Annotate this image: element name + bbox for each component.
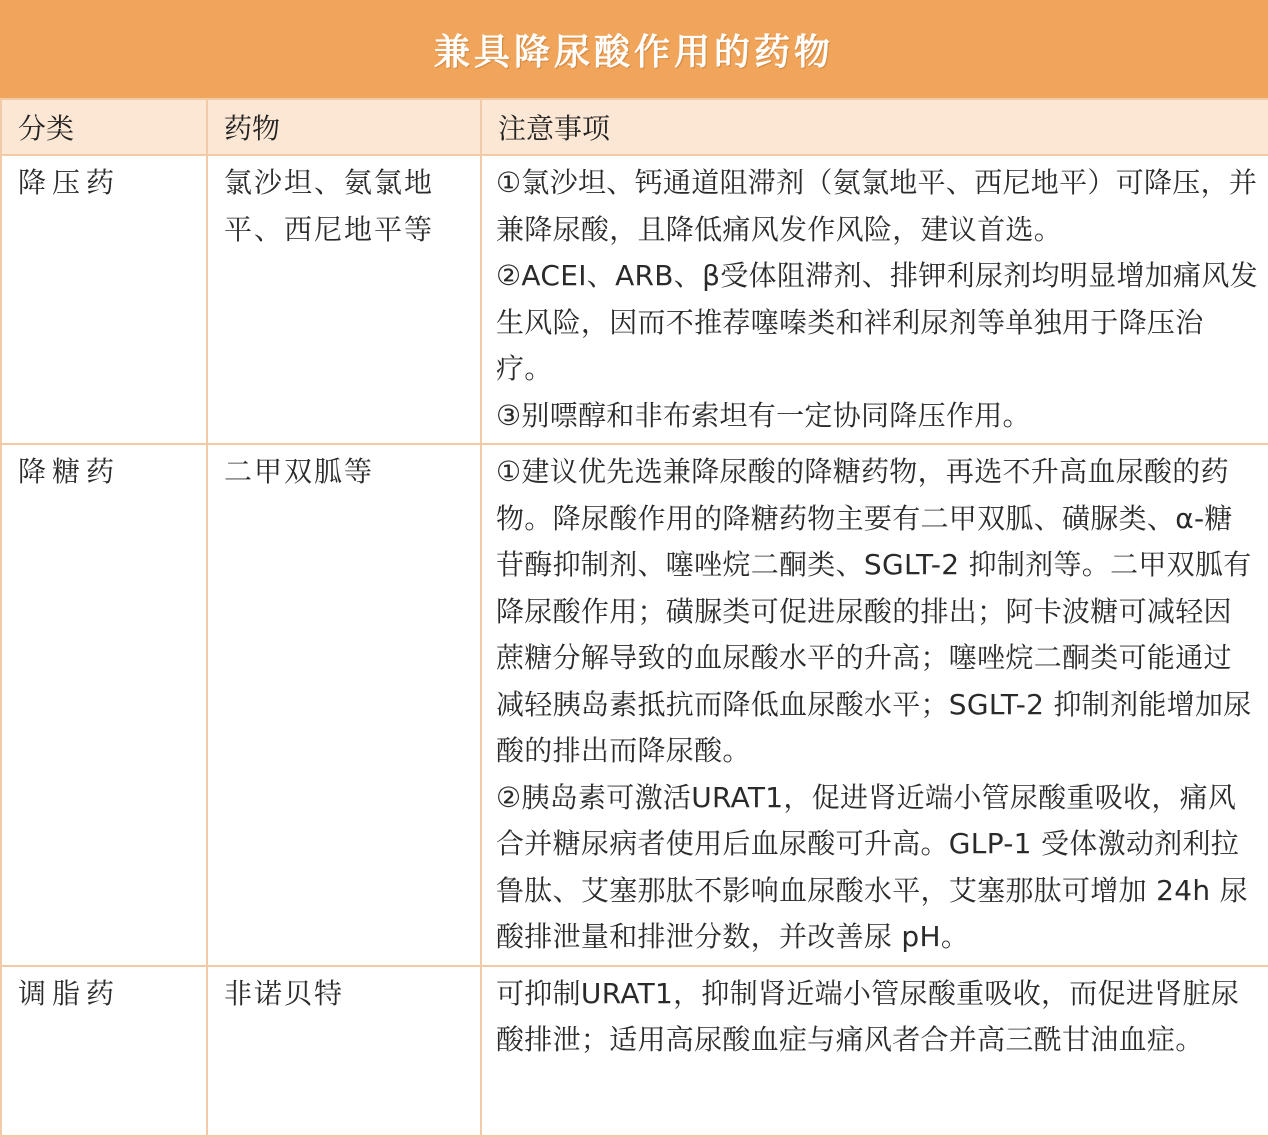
notes-cell <box>481 444 1268 966</box>
category-cell: 调脂药 <box>1 966 207 1136</box>
note-paragraph: ①建议优先选兼降尿酸的降糖药物，再选不升高血尿酸的药物。降尿酸作用的降糖药物主要有二甲双胍、磺脲类、α-糖苷酶抑制剂、噻唑烷二酮类、SGLT-2 抑制剂等。二甲双胍有降尿酸作用；磺脲类可促进尿酸的排出；阿卡波糖可减轻因蔗糖分解导致的血尿酸水平的升高；噻唑烷二酮类可能通过减轻胰岛素抵抗而降低血尿酸水平；SGLT-2 抑制剂能增加尿酸的排出而降尿酸。 <box>496 455 1252 767</box>
notes-cell <box>481 155 1268 444</box>
header-row <box>1 99 1268 155</box>
header-notes: 注意事项 <box>481 99 1268 155</box>
note-paragraph: ②胰岛素可激活URAT1，促进肾近端小管尿酸重吸收，痛风合并糖尿病者使用后血尿酸可升高。GLP-1 受体激动剂利拉鲁肽、艾塞那肽不影响血尿酸水平，艾塞那肽可增加 24h 尿酸排泄量和排泄分数，并改善尿 pH。 <box>496 780 1248 953</box>
header-category: 分类 <box>1 99 207 155</box>
category-cell: 降糖药 <box>1 444 207 966</box>
table-title-bar <box>0 0 1268 98</box>
table-row <box>1 966 1268 1136</box>
table-title: 兼具降尿酸作用的药物 <box>433 31 834 73</box>
category-cell: 降压药 <box>1 155 207 444</box>
notes-cell <box>481 966 1268 1136</box>
note-paragraph: 可抑制URAT1，抑制肾近端小管尿酸重吸收，而促进肾脏尿酸排泄；适用高尿酸血症与痛风者合并高三酰甘油血症。 <box>496 976 1240 1056</box>
note-paragraph: ②ACEI、ARB、β受体阻滞剂、排钾利尿剂均明显增加痛风发生风险，因而不推荐噻嗪类和袢利尿剂等单独用于降压治疗。 <box>496 259 1258 385</box>
table-row <box>1 155 1268 444</box>
table-row <box>1 444 1268 966</box>
drugs-cell: 氯沙坦、氨氯地平、西尼地平等 <box>207 155 481 444</box>
drugs-cell: 非诺贝特 <box>207 966 481 1136</box>
drugs-cell: 二甲双胍等 <box>207 444 481 966</box>
note-paragraph: ①氯沙坦、钙通道阻滞剂（氨氯地平、西尼地平）可降压，并兼降尿酸，且降低痛风发作风险，建议首选。 <box>496 166 1258 246</box>
drug-table <box>0 98 1268 1137</box>
note-paragraph: ③别嘌醇和非布索坦有一定协同降压作用。 <box>496 398 1031 432</box>
header-drugs: 药物 <box>207 99 481 155</box>
